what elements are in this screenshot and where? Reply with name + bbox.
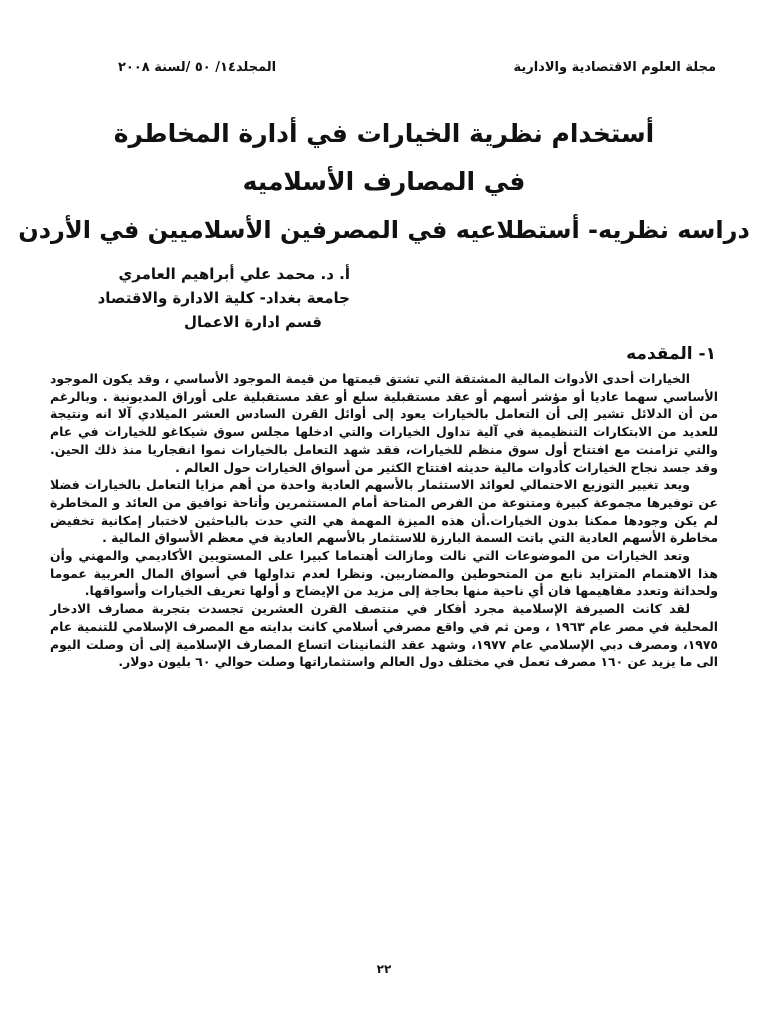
volume-info: المجلد١٤/ ٥٠ /لسنة ٢٠٠٨ (118, 60, 277, 75)
author-affiliation: جامعة بغداد- كلية الادارة والاقتصاد (97, 289, 350, 307)
author-department: قسم ادارة الاعمال (183, 313, 322, 331)
page-number: ٢٢ (376, 962, 392, 976)
journal-name: مجلة العلوم الاقتصادية والادارية (513, 60, 716, 75)
title-line-3: دراسه نظريه- أستطلاعيه في المصرفين الأسلاميين في الأردن (18, 216, 750, 244)
paragraph: الخيارات أحدى الأدوات المالية المشتقة التي تشتق قيمتها من قيمة الموجود الأساسي ، وقد يكون الموجود الأساسي سهما عاديا أو مؤشر أسهم أو عقد مستقبلية سلع أو عقد مستقبلية على أوراق المديونية . وبالرغم من أن الدلائل تشير إلى أن التعامل بالخيارات يعود إلى أوائل القرن السادس العشر الميلادي آلا انه ونتيجة للعديد من الابتكارات التنظيمية في آلية تداول الخيارات والتي ادخلها مجلس سوق شيكاغو للخيارات في عام والتي تزامنت مع افتتاح أول سوق منظم للخيارات، فقد شهد التعامل بالخيارات نموا انفجاريا منذ ذلك الحين. وقد جسد نجاح الخيارات كأدوات مالية حديثه افتتاح الكثير من أسواق الخيارات حول العالم . (50, 371, 718, 475)
paragraph: لقد كانت الصيرفة الإسلامية مجرد أفكار في منتصف القرن العشرين تجسدت بتجربة مصارف الادخار المحلية في مصر عام ١٩٦٣ ، ومن ثم في واقع مصرفي أسلامي كانت بدايته مع المصرف الإسلامي للتنمية عام ١٩٧٥، ومصرف دبي الإسلامي عام ١٩٧٧، وشهد عقد الثمانينات اتساع المصارف الإسلامية إلى أن وصلت اليوم الى ما يزيد عن ١٦٠ مصرف تعمل في مختلف دول العالم واستثماراتها وصلت حوالي ٦٠ بليون دولار. (50, 601, 718, 670)
paragraph: وتعد الخيارات من الموضوعات التي نالت ومازالت أهتماما كبيرا على المستويين الأكاديمي والمهني وأن هذا الاهتمام المتزايد نابع من المتحوطين والمضاربين. ونظرا لعدم تداولها في أسواق المال العربية عموما ولحداثة وتعدد مفاهيمها فان أي ناحية منها بحاجة إلى مزيد من الإيضاح و أولها تعريف الخيارات وأسواقها. (50, 548, 718, 599)
title-line-1: أستخدام نظرية الخيارات في أدارة المخاطرة (113, 119, 655, 148)
author-block (90, 262, 350, 334)
body-text (50, 370, 718, 671)
paper-title (0, 110, 768, 254)
paragraph: ويعد تغيير التوزيع الاحتمالي لعوائد الاستثمار بالأسهم العادية واحدة من أهم مزايا التعامل بالخيارات فضلا عن توفيرها مجموعة كبيرة ومتنوعة من الفرص المتاحة أمام المستثمرين وأتاحة توافيق من العائد و المخاطرة لم يكن وجودها ممكنا بدون الخيارات.أن هذه الميزة المهمة هي التي حدت بالباحثين لاختبار إمكانية تخفيض مخاطرة الأسهم العادية التي باتت السمة البارزة للاستثمار بالأسهم العادية في معظم الأسواق المالية . (50, 477, 718, 546)
title-line-2: في المصارف الأسلاميه (242, 167, 526, 196)
section-heading: ١- المقدمه (626, 344, 716, 364)
author-name: أ. د. محمد علي أبراهيم العامري (118, 265, 350, 283)
